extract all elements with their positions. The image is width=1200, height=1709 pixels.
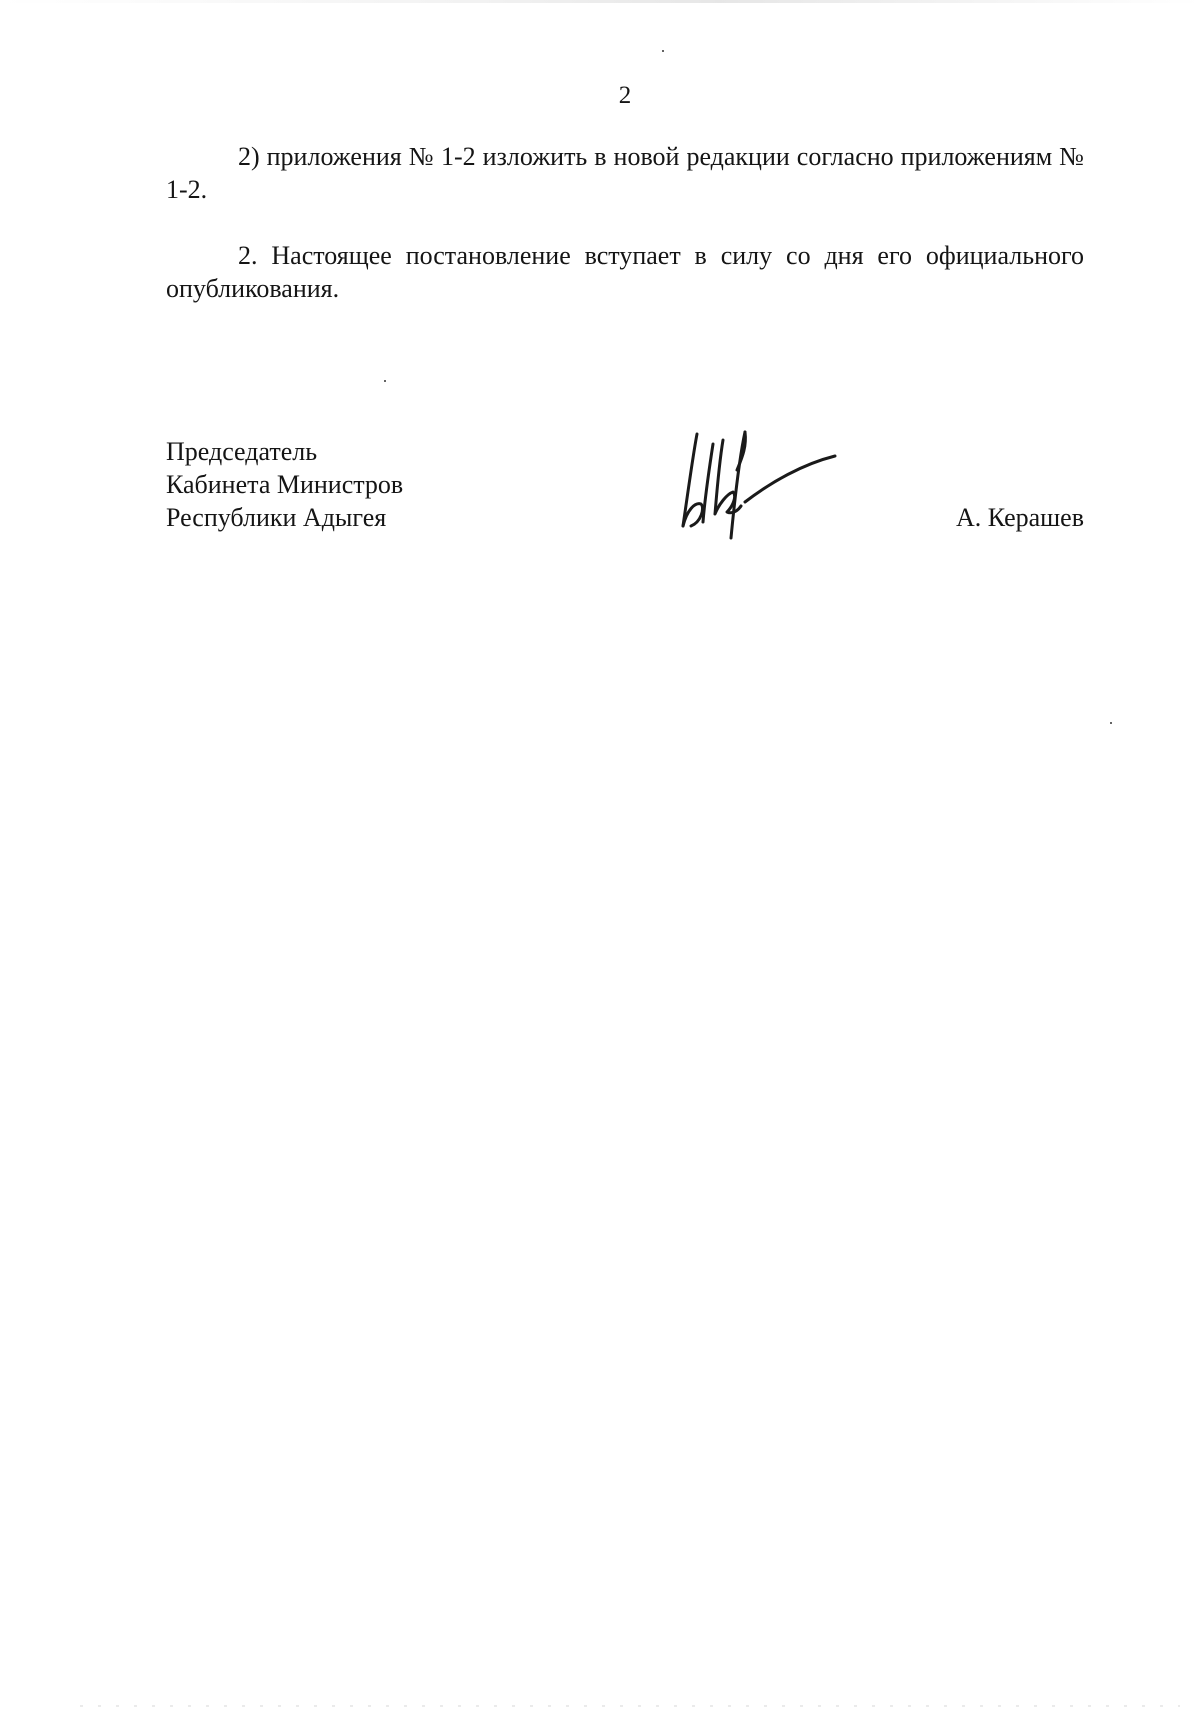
scan-bottom-edge [80, 1705, 1180, 1707]
signatory-title-line: Кабинета Министров [166, 470, 404, 499]
signatory-title-line: Председатель [166, 437, 318, 466]
signer-name: А. Керашев [955, 503, 1084, 532]
signatory-title [166, 435, 403, 534]
scan-speck [384, 380, 386, 382]
paragraph-text: 2) приложения № 1-2 изложить в новой редакции согласно приложениям № 1-2. [166, 142, 1084, 204]
paragraph-text: 2. Настоящее постановление вступает в силу со дня его официального опубликования. [166, 241, 1084, 303]
paragraph-amendment [166, 140, 1084, 206]
scan-speck [1110, 722, 1112, 724]
handwritten-signature [675, 430, 845, 540]
paragraph-effective-date [166, 239, 1084, 305]
page-number: 2 [618, 82, 632, 109]
scan-top-edge [0, 0, 1200, 3]
scan-speck [662, 50, 664, 52]
signatory-title-line: Республики Адыгея [166, 503, 387, 532]
